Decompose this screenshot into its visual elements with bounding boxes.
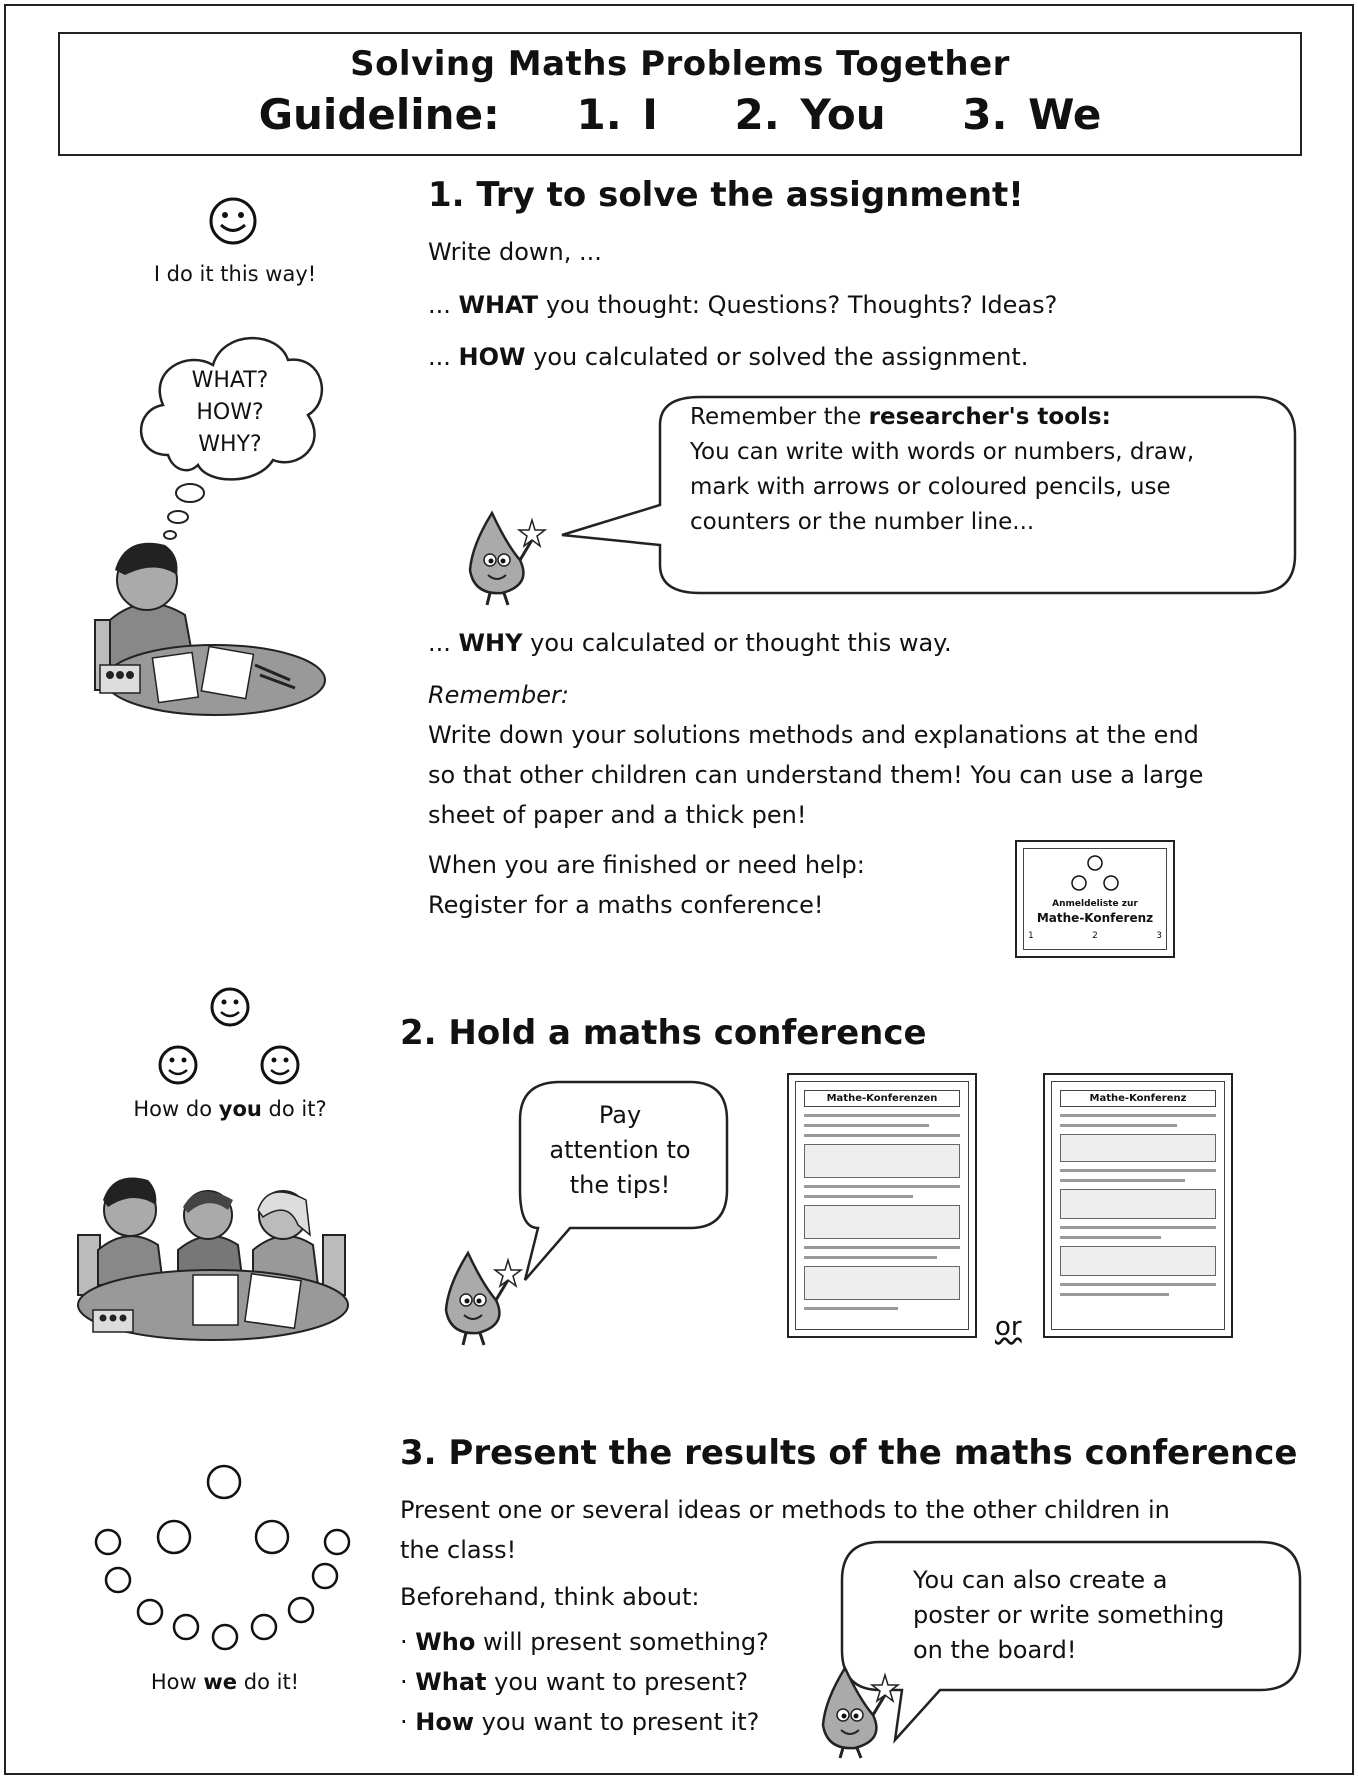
tools-bubble-text (690, 400, 1280, 540)
bullet-how-bold: How (415, 1708, 475, 1736)
why-line (428, 623, 952, 663)
bullet-who-bold: Who (415, 1628, 476, 1656)
tools-line-4: counters or the number line... (690, 509, 1035, 535)
section2-caption (110, 1097, 350, 1121)
tools-line-2: You can write with words or numbers, draw, (690, 439, 1195, 465)
section3-caption (110, 1670, 340, 1694)
tips-line-2: attention to (549, 1136, 691, 1164)
register-card-title-1: Anmeldeliste zur (1052, 899, 1138, 909)
bullet-who-rest: will present something? (482, 1628, 769, 1656)
finished-line-2: Register for a maths conference! (428, 891, 824, 919)
bullet-how-rest: you want to present it? (481, 1708, 760, 1736)
remember-line-3: sheet of paper and a thick pen! (428, 801, 807, 829)
register-card-slots (1028, 929, 1162, 943)
register-card-smileys (1065, 853, 1125, 893)
mascot-drop-icon-3 (805, 1660, 905, 1760)
remember-line-2: so that other children can understand them! You can use a large (428, 761, 1204, 789)
three-smileys-icon (150, 985, 310, 1085)
why-prefix: ... (428, 629, 451, 657)
remember-text (428, 715, 1203, 835)
how-prefix: ... (428, 343, 451, 371)
cloud-text (175, 365, 285, 461)
tips-card-thumbnail-1 (787, 1073, 977, 1338)
guideline-step-2: 2. You (734, 90, 886, 139)
section2-caption-bold: you (218, 1097, 262, 1121)
how-rest: you calculated or solved the assignment. (533, 343, 1029, 371)
cloud-line-why: WHY? (198, 432, 262, 457)
children-conference-illustration (78, 1165, 348, 1345)
what-line (428, 285, 1057, 325)
guideline-step-3: 3. We (962, 90, 1102, 139)
think-label: Beforehand, think about: (400, 1583, 700, 1611)
or-label: or (995, 1312, 1022, 1342)
section3-caption-suffix: do it! (243, 1670, 300, 1694)
why-rest: you calculated or thought this way. (530, 629, 952, 657)
section3-caption-bold: we (203, 1670, 238, 1694)
poster-bubble-text (913, 1563, 1293, 1668)
guideline-line (60, 90, 1300, 139)
bullet-who: · Who will present something? (400, 1628, 769, 1656)
section3-caption-prefix: How (150, 1670, 197, 1694)
register-slot-3: 3 (1156, 931, 1162, 941)
finished-line-1: When you are finished or need help: (428, 851, 865, 879)
tools-line-1-bold: researcher's tools: (868, 404, 1111, 430)
tips-card-1-title: Mathe-Konferenzen (804, 1090, 960, 1107)
bullet-what-rest: you want to present? (494, 1668, 749, 1696)
bullet-how: · How you want to present it? (400, 1708, 760, 1736)
child-at-desk-illustration (85, 530, 305, 720)
what-prefix: ... (428, 291, 451, 319)
register-card-title-2: Mathe-Konferenz (1036, 911, 1154, 925)
how-keyword: HOW (458, 343, 526, 371)
section2-heading: 2. Hold a maths conference (400, 1013, 927, 1053)
section3-intro-line-2: the class! (400, 1536, 517, 1564)
mascot-drop-icon (452, 505, 552, 605)
remember-label: Remember: (428, 681, 569, 709)
tips-bubble-text (525, 1098, 715, 1203)
cloud-line-how: HOW? (196, 400, 264, 425)
section3-intro-line-1: Present one or several ideas or methods to the other children in (400, 1496, 1170, 1524)
title-box (58, 32, 1302, 156)
section1-intro: Write down, ... (428, 238, 602, 266)
what-keyword: WHAT (458, 291, 539, 319)
remember-line-1: Write down your solutions methods and explanations at the end (428, 721, 1199, 749)
think-bullets (400, 1622, 769, 1742)
what-rest: you thought: Questions? Thoughts? Ideas? (545, 291, 1058, 319)
section1-heading: 1. Try to solve the assignment! (428, 175, 1024, 215)
title-main: Solving Maths Problems Together (350, 44, 1010, 84)
register-slot-1: 1 (1028, 931, 1034, 941)
tips-line-1: Pay (598, 1101, 642, 1129)
many-smileys-icon (88, 1462, 358, 1662)
section2-caption-prefix: How do (133, 1097, 213, 1121)
cloud-line-what: WHAT? (191, 368, 269, 393)
poster-line-1: You can also create a (913, 1566, 1168, 1594)
mascot-drop-icon-2 (428, 1245, 528, 1345)
poster-line-2: poster or write something (913, 1601, 1225, 1629)
tools-line-3: mark with arrows or coloured pencils, use (690, 474, 1171, 500)
poster-line-3: on the board! (913, 1636, 1077, 1664)
tips-card-2-title: Mathe-Konferenz (1060, 1090, 1216, 1107)
smiley-icon (208, 196, 258, 246)
tips-line-3: the tips! (569, 1171, 671, 1199)
tips-card-thumbnail-2 (1043, 1073, 1233, 1338)
section3-heading: 3. Present the results of the maths conference (400, 1433, 1298, 1473)
finished-text (428, 845, 865, 925)
section2-caption-suffix: do it? (268, 1097, 327, 1121)
tools-line-1-prefix: Remember the (690, 404, 862, 430)
bullet-what-bold: What (415, 1668, 487, 1696)
tools-line-1 (690, 400, 1280, 435)
guideline-step-1: 1. I (576, 90, 658, 139)
why-keyword: WHY (458, 629, 523, 657)
register-card-thumbnail (1015, 840, 1175, 958)
guideline-label: Guideline: (258, 90, 500, 139)
how-line (428, 337, 1028, 377)
register-slot-2: 2 (1092, 931, 1098, 941)
bullet-what: · What you want to present? (400, 1668, 749, 1696)
section1-caption: I do it this way! (153, 262, 317, 286)
